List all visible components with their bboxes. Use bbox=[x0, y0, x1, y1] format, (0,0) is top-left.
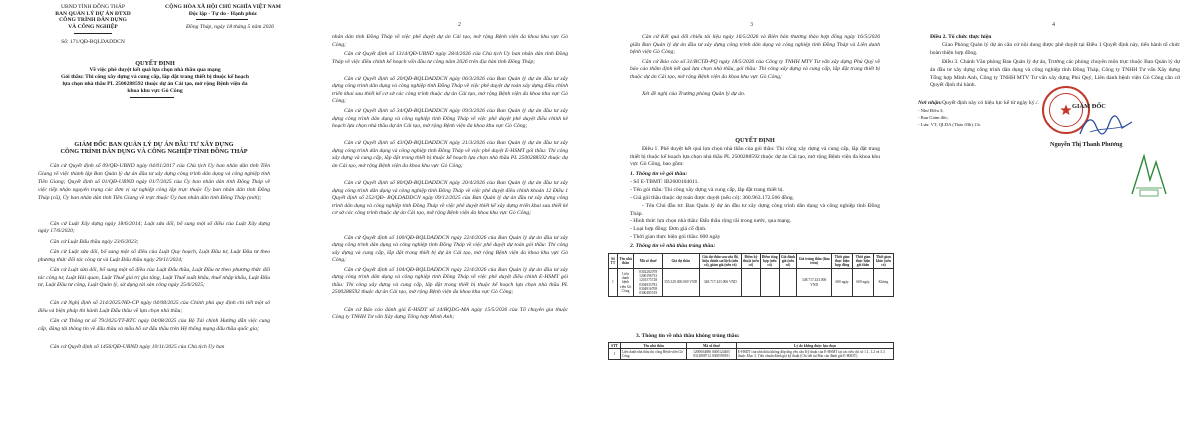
paragraph: 1. Thông tin về gói thầu: bbox=[630, 171, 688, 177]
table-cell: 1 bbox=[609, 269, 618, 297]
paragraph: Căn cứ Luật Xây dựng ngày 18/6/2014; Luật sửa đổi, bổ sung một số điều của Luật Xây dựng ngày 17/6/2020; bbox=[38, 220, 270, 235]
table-header-cell: Lý do không được lựa chọn bbox=[737, 343, 894, 349]
seal-star-icon bbox=[1060, 104, 1072, 116]
paragraph: Căn cứ Kết quả đối chiếu tài liệu ngày 16/5/2026 và Biên bản thương thảo hợp đồng ngày 16/5/2026 giữa Ban Quản lý dự án đầu tư xây dựng công trình dân dụng và công nghiệp tỉnh Đồng Tháp và Liên danh bệnh viện Gò Công; bbox=[630, 34, 880, 55]
paragraph: Căn cứ Quyết định số 1314/QĐ-UBND ngày 28/4/2026 của Chủ tịch Ủy ban nhân dân tỉnh Đồng Tháp về việc điều chỉnh kế hoạch vốn đầu tư công năm 2026 trên địa bàn tỉnh Đồng Tháp; bbox=[332, 51, 568, 65]
decision-subtitle-2: Gói thầu: Thi công xây dựng và cung cấp, lắp đặt trang thiết bị thuộc kế hoạch bbox=[60, 74, 250, 80]
paragraph: - Tên Chủ đầu tư: Ban Quản lý dự án đầu tư xây dựng công trình dân dụng và công nghiệp tỉnh Đồng Tháp. bbox=[630, 203, 880, 217]
recipient-item: - Ban Giám đốc; bbox=[918, 115, 949, 120]
paragraph: Căn cứ Quyết định số 09/QĐ-UBND ngày 04/01/2017 của Chủ tịch Ủy ban nhân dân tỉnh Tiền Giang về việc thành lập Ban Quản lý dự án đầu tư xây dựng công trình dân dụng và công nghiệp tỉnh Tiền Giang; Quyết định số 01/QĐ-UBND ngày 01/7/2025 của Ủy ban nhân dân tỉnh Đồng Tháp về việc tiếp nhận nguyên trạng các đơn vị sự nghiệp công lập trực thuộc Ủy ban nhân dân tỉnh Đồng Tháp (cũ), Ủy ban nhân dân tỉnh Tiền Giang về trực thuộc Ủy ban nhân dân tỉnh Đồng Tháp (mới); bbox=[38, 163, 270, 201]
paragraph: Căn cứ Thông tư số 79/2025/TT-BTC ngày 04/08/2025 của Bộ Tài chính Hướng dẫn việc cung cấp, đăng tải thông tin về đấu thầu và mẫu hồ sơ đấu thầu trên Hệ thống mạng đấu thầu quốc gia; bbox=[38, 318, 270, 333]
table-header-cell: Giá đánh giá (nếu có) bbox=[780, 254, 796, 268]
table-header-cell: Thời gian khác (nếu có) bbox=[873, 254, 893, 269]
winning-bidder-table bbox=[608, 253, 894, 297]
recipient-item: - Lưu: VT, QLDA (Thảo 03b).13c bbox=[918, 122, 981, 127]
org-underline bbox=[74, 33, 112, 34]
table-cell: Không bbox=[873, 269, 893, 297]
table-cell: 348.717.433.000 VND bbox=[797, 269, 832, 297]
table-row bbox=[609, 269, 894, 297]
table-cell: 600 ngày bbox=[831, 269, 852, 297]
table-cell: Liên danh nhà thầu thi công Bệnh viện Gò Công bbox=[621, 349, 687, 360]
paragraph: Căn cứ Quyết định số 100/QĐ-BQLDADDCN ngày 22/4/2026 của Ban Quản lý dự án đầu tư xây dựng công trình dân dụng và công nghiệp tỉnh Đồng Tháp về việc phê duyệt dự toán gói thầu: Thi công xây dựng và cung cấp, lắp đặt trang thiết bị dự án Cải tạo, mở rộng Bệnh viện đa khoa khu vực Gò Công; bbox=[332, 234, 568, 264]
article-2-title: Điều 2. Tổ chức thực hiện bbox=[930, 34, 992, 40]
recipients-title: Nơi nhận: bbox=[918, 100, 942, 106]
table-header-cell: Thời gian thực hiện hợp đồng bbox=[831, 254, 852, 269]
paragraph: Căn cứ Luật sửa đổi, bổ sung một số điều của Luật Quy hoạch, Luật Đầu tư, Luật Đầu tư theo phương thức đối tác công tư và Luật Đấu thầu ngày 29/11/2024; bbox=[38, 248, 270, 263]
org-header bbox=[38, 4, 148, 30]
paragraph: Căn cứ Báo cáo đánh giá E-HSDT số 14/BQDG-MA ngày 15/5/2026 của Tổ chuyên gia thuộc Công ty TNHH Tư vấn Xây dựng Tổng hợp Minh Anh; bbox=[332, 306, 568, 321]
paragraph: - Hình thức lựa chọn nhà thầu: Đấu thầu rộng rãi trong nước, qua mạng. bbox=[630, 218, 792, 224]
document-page-2 bbox=[300, 0, 600, 428]
paragraph: Xét đề nghị của Trưởng phòng Quản lý dự án. bbox=[642, 90, 746, 97]
date-line: Đồng Tháp, ngày 18 tháng 5 năm 2026 bbox=[186, 24, 274, 30]
decides-heading: QUYẾT ĐỊNH bbox=[735, 137, 775, 144]
decision-title: QUYẾT ĐỊNH bbox=[135, 60, 175, 67]
authority-line-2: CÔNG TRÌNH DÂN DỤNG VÀ CÔNG NGHIỆP TỈNH ĐỒNG THÁP bbox=[60, 148, 248, 155]
decision-subtitle-3: lựa chọn nhà thầu PL 2500288592 thuộc dự án Cải tạo, mở rộng Bệnh viện đa bbox=[62, 81, 248, 87]
digital-signature-icon bbox=[1126, 150, 1172, 200]
paragraph: Căn cứ Báo cáo số 31/BCTĐ-PQ ngày 18/5/2026 của Công ty TNHH MTV Tư vấn xây dựng Phú Quý về báo cáo thẩm định kết quả lựa chọn nhà thầu, gói thầu: Thi công xây dựng và cung cấp, lắp đặt trang thiết bị thuộc dự án Cải tạo, mở rộng Bệnh viện đa khoa khu vực Gò Công; bbox=[630, 58, 880, 80]
table-header-cell: Thời gian thực hiện gói thầu bbox=[853, 254, 874, 269]
recipient-item: - Như Điều 3; bbox=[918, 108, 944, 113]
table-header-cell: Điểm kỹ thuật (nếu có) bbox=[742, 254, 759, 268]
paragraph: Căn cứ Quyết định số 43/QĐ-BQLDADDCN ngày 21/3/2026 của Ban Quản lý dự án đầu tư xây dựng công trình dân dụng và công nghiệp tỉnh Đồng Tháp về việc phê duyệt E-HSMT gói thầu: Thi công xây dựng và cung cấp, lắp đặt trang thiết bị thuộc kế hoạch lựa chọn nhà thầu PL 2500288592 thuộc dự án Cải tạo, mở rộng Bệnh viện đa khoa khu vực Gò Công; bbox=[332, 140, 568, 169]
nation-line-1: CỘNG HÒA XÃ HỘI CHỦ NGHĨA VIỆT NAM bbox=[165, 4, 281, 10]
page-number: 2 bbox=[458, 22, 461, 28]
table-cell: 355.329.000.000 VND bbox=[662, 269, 699, 297]
paragraph: Căn cứ Nghị định số 214/2025/NĐ-CP ngày 04/08/2025 của Chính phủ quy định chi tiết một số điều và biện pháp thi hành Luật Đấu thầu về lựa chọn nhà thầu; bbox=[38, 300, 270, 315]
section-3-title: 3. Thông tin về nhà thầu không trúng thầu: bbox=[636, 333, 740, 339]
table-header-cell: Tên nhà thầu bbox=[621, 343, 687, 349]
table-cell bbox=[742, 269, 761, 297]
signer-name: Nguyễn Thị Thanh Phương bbox=[1050, 141, 1123, 148]
table-header-cell: STT bbox=[609, 343, 621, 349]
paragraph: - Số E-TBMT: IB2600104011. bbox=[630, 179, 699, 185]
org-line-3: CÔNG TRÌNH DÂN DỤNG bbox=[59, 17, 127, 24]
table-cell: 1 bbox=[609, 349, 621, 360]
paragraph: Căn cứ Quyết định số 80/QĐ-BQLDADDCN ngày 20/4/2026 của Ban Quản lý dự án đầu tư xây dựng công trình dân dụng và công nghiệp tỉnh Đồng Tháp về việc phê duyệt điều chỉnh khoản 12 Điều 1 Quyết định số 252/QĐ- BQLDADDCN ngày 09/12/2025 của Ban Quản lý dự án đầu tư xây dựng công trình dân dụng và công nghiệp tỉnh Đồng Tháp về việc phê duyệt thiết kế xây dựng triển khai sau thiết kế cơ sở các công trình thuộc dự án Cải tạo, mở rộng Bệnh viện đa khoa khu vực Gò Công; bbox=[332, 180, 568, 216]
paragraph: 2. Thông tin về nhà thầu trúng thầu: bbox=[630, 243, 716, 249]
table-row bbox=[609, 349, 894, 360]
paragraph: Căn cứ Quyết định số 104/QĐ-BQLDADDCN ngày 22/4/2026 của Ban Quản lý dự án đầu tư xây dựng công trình dân dụng và công nghiệp tỉnh Đồng Tháp về việc phê duyệt điều chỉnh E-HSMT gói thầu: Thi công xây dựng và cung cấp, lắp đặt trang thiết bị thuộc kế hoạch lựa chọn nhà thầu PL 2500288592 thuộc dự án Cải tạo, mở rộng Bệnh viện đa khoa khu vực Gò Công; bbox=[332, 266, 568, 296]
paragraph: - Tên gói thầu: Thi công xây dựng và cung cấp, lắp đặt trang thiết bị. bbox=[630, 187, 784, 193]
table-cell: 600 ngày bbox=[853, 269, 874, 297]
table-cell: 0302282078 1200196733 1201575728 0304935782 0304916708 0300485519 bbox=[634, 269, 663, 297]
document-page-1 bbox=[0, 0, 300, 428]
table-header-cell: Mã số thuế bbox=[634, 254, 663, 269]
table-header-row bbox=[609, 254, 894, 269]
table-cell: E-HSDT của nhà thầu không đáp ứng yêu cầu Kỹ thuật của E-HSMT tại các tiêu chí số 1.1, 1.2 và 3.3 thuộc Mục 3. Tiêu chuẩn đánh giá kỹ thuật (Chi tiết tại Báo cáo đánh giá E-HSDT) bbox=[737, 349, 894, 360]
paragraph: - Loại hợp đồng: Đơn giá cố định. bbox=[630, 226, 707, 232]
table-cell bbox=[760, 269, 779, 297]
authority-line-1: GIÁM ĐỐC BAN QUẢN LÝ DỰ ÁN ĐẦU TƯ XÂY DỰNG bbox=[74, 141, 234, 148]
decision-subtitle-4: khoa khu vực Gò Công bbox=[127, 88, 183, 94]
paragraph: Căn cứ Quyết định số 34/QĐ-BQLDADDCN ngày 09/3/2026 của Ban Quản lý dự án đầu tư xây dựng công trình dân dụng và công nghiệp tỉnh Đồng Tháp về việc phê duyệt phê duyệt điều chỉnh kế hoạch lựa chọn nhà thầu dự án Cải tạo, mở rộng Bệnh viện đa khoa khu vực Gò Công; bbox=[332, 108, 568, 130]
document-page-4 bbox=[900, 0, 1200, 428]
paragraph: - Thời gian thực hiện gói thầu: 600 ngày bbox=[630, 234, 721, 240]
nation-line-2: Độc lập - Tự do - Hạnh phúc bbox=[188, 10, 258, 17]
table-cell: Liên danh bệnh viện Gò Công bbox=[617, 269, 634, 297]
table-header-cell: Điểm tổng hợp (nếu có) bbox=[761, 254, 778, 268]
paragraph: Căn cứ Luật Đấu thầu ngày 23/6/2023; bbox=[50, 238, 139, 245]
subtitle-underline bbox=[130, 97, 174, 98]
paragraph: Căn cứ Quyết định số 1456/QĐ-UBND ngày 10/11/2025 của Chủ tịch Ủy ban bbox=[50, 344, 225, 351]
table-header-cell: Giá dự thầu sau sửa lỗi, hiệu chỉnh sai lệch (nếu có), giảm giá (nếu có) bbox=[699, 254, 742, 269]
org-line-4: VÀ CÔNG NGHIỆP bbox=[68, 23, 118, 30]
paragraph: Căn cứ Quyết định số 20/QĐ-BQLDADDCN ngày 06/3/2026 của Ban Quản lý dự án đầu tư xây dựng công trình dân dụng và công nghiệp tỉnh Đồng Tháp về việc phê duyệt dự toán xây dựng điều chỉnh triển khai sau thiết kế cơ sở các công trình thuộc dự án Cải tạo, mở rộng Bệnh viện đa khoa khu vực Gò Công; bbox=[332, 75, 568, 105]
org-line-1: UBND TỈNH ĐỒNG THÁP bbox=[61, 4, 125, 10]
table-cell bbox=[779, 269, 797, 297]
table-cell: 348.717.433.006 VND bbox=[699, 269, 742, 297]
handwritten-signature bbox=[1076, 112, 1136, 142]
table-header-cell: Số TT bbox=[609, 254, 618, 269]
table-header-cell: Tên nhà thầu bbox=[617, 254, 634, 269]
paragraph: Giao Phòng Quản lý dự án căn cứ nội dung được phê duyệt tại Điều 1 Quyết định này, tiến hành tổ chức hoàn thiện hợp đồng. bbox=[930, 42, 1180, 56]
losing-bidder-table bbox=[608, 342, 894, 360]
paragraph: Quyết định này có hiệu lực kể từ ngày ký./. bbox=[942, 99, 1039, 106]
paragraph: - Giá gói thầu thuộc dự toán được duyệt (nếu có): 360.963.172.566 đồng. bbox=[630, 195, 795, 201]
org-line-2: BAN QUẢN LÝ DỰ ÁN ĐTXD bbox=[55, 10, 131, 17]
page-number: 3 bbox=[750, 22, 753, 28]
doc-number: Số: 171/QĐ-BQLDADDCN bbox=[61, 39, 125, 45]
nation-header bbox=[138, 4, 300, 17]
paragraph: nhân dân tỉnh Đồng Tháp về việc phê duyệt dự án Cải tạo, mở rộng Bệnh viện đa khoa khu vực Gò Công; bbox=[332, 34, 568, 48]
paragraph: Điều 1. Phê duyệt kết quả lựa chọn nhà thầu của gói thầu: Thi công xây dựng và cung cấp, lắp đặt trang thiết bị thuộc kế hoạch lựa chọn nhà thầu PL 2500288592 thuộc dự án Cải tạo, mở rộng Bệnh viện đa khoa khu vực Gò Công, bao gồm: bbox=[630, 146, 880, 167]
table-header-cell: Giá trúng thầu (làm tròn) bbox=[797, 254, 832, 269]
table-cell: 1200604686 0400124405 0312808712 0300599391 bbox=[687, 349, 737, 360]
page-number: 4 bbox=[1052, 22, 1055, 28]
table-header-cell: Mã số thuế bbox=[687, 343, 737, 349]
document-page-3 bbox=[600, 0, 900, 428]
decision-subtitle-1: Về việc phê duyệt kết quả lựa chọn nhà thầu qua mạng bbox=[89, 67, 221, 73]
paragraph: Căn cứ Luật sửa đổi, bổ sung một số điều của Luật Đấu thầu, Luật Đầu tư theo phương thức đối tác công tư, Luật Hải quan, Luật Thuế giá trị gia tăng, Luật Thuế xuất khẩu, thuế nhập khẩu, Luật Đầu tư, Luật Đầu tư công, Luật Quản lý, sử dụng tài sản công ngày 25/6/2025; bbox=[38, 266, 270, 289]
paragraph: Điều 3. Chánh Văn phòng Ban Quản lý dự án, Trưởng các phòng chuyên môn trực thuộc Ban Quản lý dự án đầu tư xây dựng công trình dân dụng và công nghiệp tỉnh Đồng Tháp, Công ty TNHH Tư vấn Xây dựng Tổng hợp Minh Anh, Công ty TNHH MTV Tư vấn xây dựng Phú Quý, Liên danh bệnh viện Gò Công căn cứ Quyết định thi hành. bbox=[930, 59, 1180, 89]
nation-underline bbox=[196, 19, 248, 20]
table-header-cell: Giá dự thầu bbox=[662, 254, 699, 269]
signer-role: GIÁM ĐỐC bbox=[1072, 103, 1106, 110]
